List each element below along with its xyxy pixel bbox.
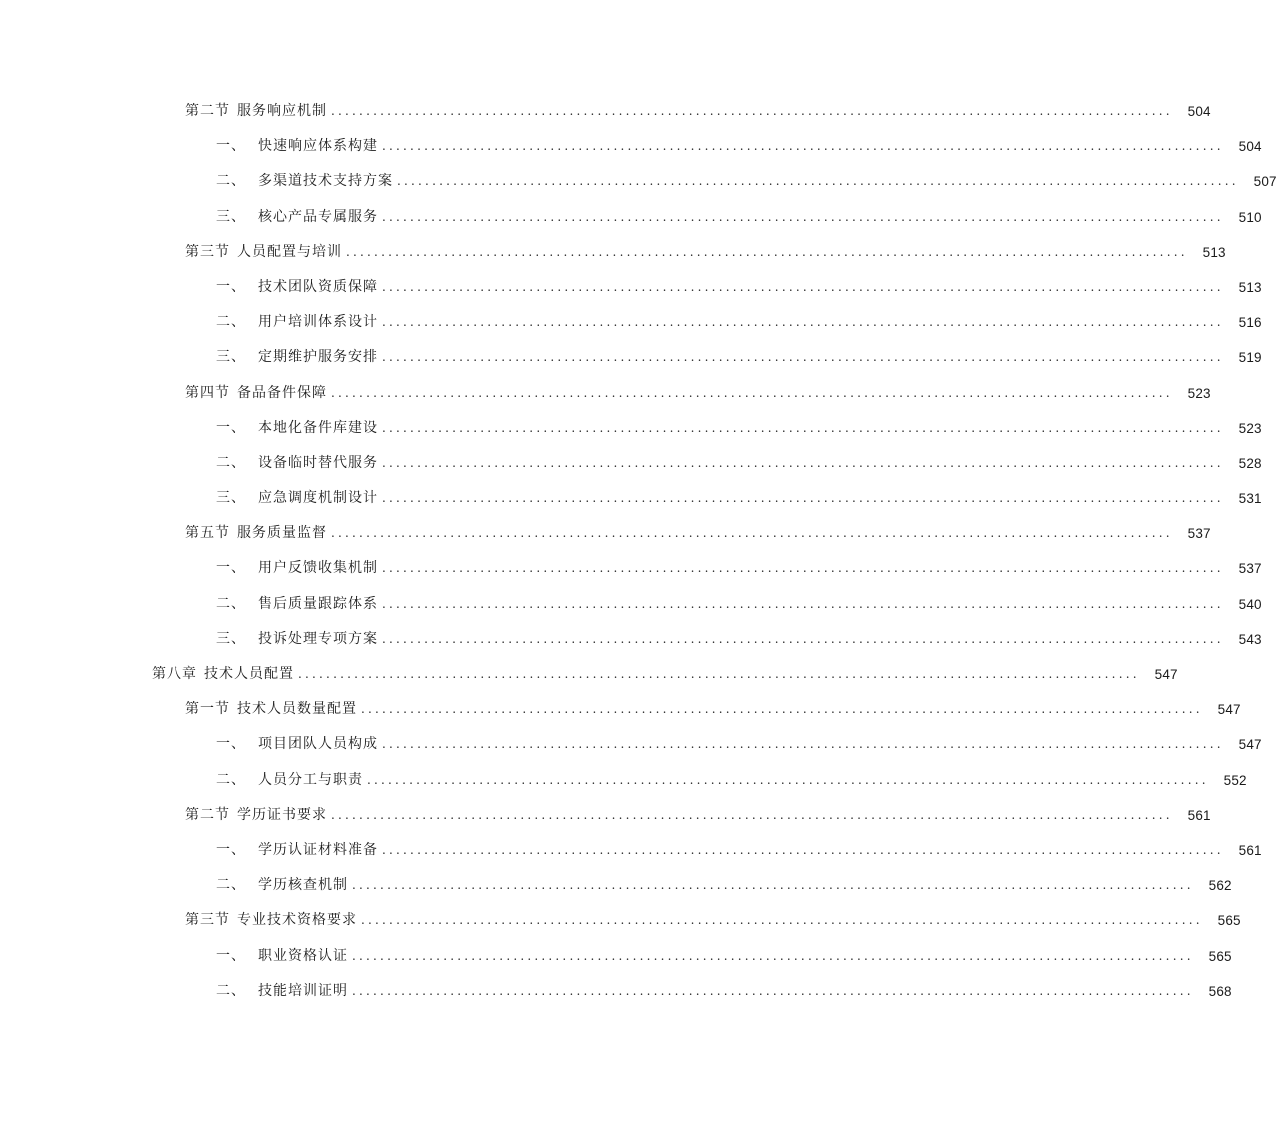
toc-entry[interactable] xyxy=(0,235,1226,270)
toc-page-number: 528 xyxy=(1238,455,1262,471)
dot-leader: ........................................................................................................................ xyxy=(382,209,1224,224)
toc-entry-label xyxy=(216,587,378,622)
toc-entry[interactable] xyxy=(0,727,1262,762)
toc-entry-title: 设备临时替代服务 xyxy=(258,454,378,471)
toc-entry-title: 用户反馈收集机制 xyxy=(258,560,378,577)
toc-entry-title: 定期维护服务安排 xyxy=(258,349,378,366)
dot-leader: ........................................................................................................................ xyxy=(331,104,1173,118)
dot-leader: ........................................................................................................................ xyxy=(382,315,1224,330)
toc-entry[interactable] xyxy=(0,551,1262,586)
toc-entry-label xyxy=(216,833,378,868)
dot-leader: ........................................................................................................................ xyxy=(352,948,1194,963)
toc-entry-title: 学历证书要求 xyxy=(237,806,327,823)
toc-page-number: 547 xyxy=(1238,737,1262,753)
toc-entry-label xyxy=(185,94,327,129)
dot-leader: ........................................................................................................................ xyxy=(382,455,1224,470)
toc-entry-prefix: 三、 xyxy=(216,349,246,366)
toc-entry[interactable] xyxy=(0,903,1241,938)
toc-entry[interactable] xyxy=(0,798,1211,833)
toc-entry-prefix: 二、 xyxy=(216,771,246,788)
toc-entry-title: 服务质量监督 xyxy=(237,525,327,542)
toc-page-number: 568 xyxy=(1208,983,1232,999)
toc-entry-label xyxy=(152,657,294,692)
toc-entry-label xyxy=(185,376,327,411)
toc-entry-label xyxy=(185,798,327,833)
dot-leader: ........................................................................................................................ xyxy=(298,667,1140,681)
toc-page-number: 516 xyxy=(1238,315,1262,331)
toc-entry-title: 学历认证材料准备 xyxy=(258,841,378,858)
toc-entry-prefix: 第八章 xyxy=(152,666,197,682)
toc-entry[interactable] xyxy=(0,305,1262,340)
toc-entry[interactable] xyxy=(0,587,1262,622)
toc-entry-prefix: 二、 xyxy=(216,454,246,471)
toc-entry[interactable] xyxy=(0,939,1232,974)
toc-entry[interactable] xyxy=(0,622,1262,657)
toc-entry-title: 技术人员数量配置 xyxy=(237,701,357,718)
toc-entry[interactable] xyxy=(0,516,1211,551)
toc-entry-title: 应急调度机制设计 xyxy=(258,490,378,507)
toc-entry-title: 备品备件保障 xyxy=(237,384,327,401)
dot-leader: ........................................................................................................................ xyxy=(382,596,1224,611)
toc-page-number: 519 xyxy=(1238,350,1262,366)
toc-entry-prefix: 二、 xyxy=(216,595,246,612)
toc-entry-title: 本地化备件库建设 xyxy=(258,419,378,436)
dot-leader: ........................................................................................................................ xyxy=(361,702,1203,717)
dot-leader: ........................................................................................................................ xyxy=(352,878,1194,893)
toc-entry-prefix: 第三节 xyxy=(185,243,230,260)
toc-entry-prefix: 三、 xyxy=(216,208,246,225)
toc-page-number: 537 xyxy=(1187,526,1211,542)
toc-entry-title: 职业资格认证 xyxy=(258,947,348,964)
toc-page-number: 540 xyxy=(1238,596,1262,612)
toc-page-number: 565 xyxy=(1217,913,1241,929)
toc-page-number: 523 xyxy=(1187,385,1211,401)
toc-entry-prefix: 二、 xyxy=(216,173,246,190)
toc-entry-title: 技能培训证明 xyxy=(258,982,348,999)
toc-page-number: 531 xyxy=(1238,491,1262,507)
toc-entry-prefix: 二、 xyxy=(216,877,246,894)
dot-leader: ........................................................................................................................ xyxy=(382,420,1224,435)
toc-entry-prefix: 一、 xyxy=(216,560,246,577)
toc-entry-title: 技术人员配置 xyxy=(204,666,294,682)
dot-leader: ........................................................................................................................ xyxy=(331,526,1173,541)
toc-entry-prefix: 一、 xyxy=(216,419,246,436)
toc-entry[interactable] xyxy=(0,692,1241,727)
toc-entry[interactable] xyxy=(0,376,1211,411)
toc-entry-prefix: 一、 xyxy=(216,138,246,155)
toc-entry-prefix: 一、 xyxy=(216,278,246,295)
dot-leader: ........................................................................................................................ xyxy=(361,913,1203,928)
toc-entry-title: 学历核查机制 xyxy=(258,877,348,894)
toc-page-number: 513 xyxy=(1238,279,1262,295)
toc-entry-label xyxy=(185,516,327,551)
dot-leader: ........................................................................................................................ xyxy=(367,772,1209,787)
toc-entry-label xyxy=(216,481,378,516)
toc-page-number: 561 xyxy=(1187,807,1211,823)
dot-leader: ........................................................................................................................ xyxy=(382,139,1224,154)
toc-entry-label xyxy=(216,974,348,1009)
toc-page-number: 537 xyxy=(1238,561,1262,577)
toc-entry-label xyxy=(185,692,357,727)
dot-leader: ........................................................................................................................ xyxy=(397,174,1239,189)
toc-entry-title: 核心产品专属服务 xyxy=(258,208,378,225)
toc-entry[interactable] xyxy=(0,833,1262,868)
toc-entry-prefix: 一、 xyxy=(216,947,246,964)
toc-entry-label xyxy=(216,411,378,446)
toc-entry[interactable] xyxy=(0,270,1262,305)
toc-page-number: 523 xyxy=(1238,420,1262,436)
dot-leader: ........................................................................................................................ xyxy=(352,983,1194,998)
toc-entry-label xyxy=(185,903,357,938)
toc-entry-title: 多渠道技术支持方案 xyxy=(258,173,393,190)
toc-page-number: 547 xyxy=(1217,702,1241,718)
toc-entry-label xyxy=(216,129,378,164)
toc-entry[interactable] xyxy=(0,974,1232,1009)
dot-leader: ........................................................................................................................ xyxy=(382,279,1224,294)
toc-entry[interactable] xyxy=(0,868,1232,903)
toc-page-number: 562 xyxy=(1208,878,1232,894)
toc-page-number: 552 xyxy=(1223,772,1247,788)
toc-entry[interactable] xyxy=(0,164,1277,199)
toc-entry[interactable] xyxy=(0,411,1262,446)
toc-page-number: 547 xyxy=(1154,667,1178,682)
toc-entry-prefix: 第三节 xyxy=(185,912,230,929)
table-of-contents xyxy=(0,94,1277,1009)
toc-entry-title: 服务响应机制 xyxy=(237,103,327,119)
toc-entry-prefix: 第二节 xyxy=(185,806,230,823)
toc-entry-prefix: 一、 xyxy=(216,736,246,753)
toc-entry-prefix: 一、 xyxy=(216,841,246,858)
toc-entry-label xyxy=(216,868,348,903)
dot-leader: ........................................................................................................................ xyxy=(331,807,1173,822)
toc-entry-title: 用户培训体系设计 xyxy=(258,314,378,331)
dot-leader: ........................................................................................................................ xyxy=(382,631,1224,646)
toc-entry[interactable] xyxy=(0,340,1262,375)
toc-entry-prefix: 第四节 xyxy=(185,384,230,401)
dot-leader: ........................................................................................................................ xyxy=(346,244,1188,259)
toc-entry-prefix: 第二节 xyxy=(185,103,230,119)
toc-entry-label xyxy=(216,164,393,199)
toc-entry-title: 快速响应体系构建 xyxy=(258,138,378,155)
toc-entry-title: 售后质量跟踪体系 xyxy=(258,595,378,612)
toc-page-number: 507 xyxy=(1253,174,1277,190)
toc-entry-title: 人员配置与培训 xyxy=(237,243,342,260)
toc-entry[interactable] xyxy=(0,657,1178,692)
toc-entry[interactable] xyxy=(0,129,1262,164)
toc-entry[interactable] xyxy=(0,481,1262,516)
toc-page-number: 504 xyxy=(1238,139,1262,155)
toc-entry-prefix: 三、 xyxy=(216,490,246,507)
toc-entry-prefix: 第五节 xyxy=(185,525,230,542)
dot-leader: ........................................................................................................................ xyxy=(382,842,1224,857)
toc-entry-prefix: 三、 xyxy=(216,630,246,647)
toc-page-number: 510 xyxy=(1238,209,1262,225)
toc-entry-label xyxy=(216,270,378,305)
toc-entry-label xyxy=(216,939,348,974)
toc-entry-title: 专业技术资格要求 xyxy=(237,912,357,929)
toc-entry-label xyxy=(216,305,378,340)
toc-entry-label xyxy=(216,551,378,586)
toc-entry[interactable] xyxy=(0,446,1262,481)
toc-entry-title: 技术团队资质保障 xyxy=(258,278,378,295)
toc-entry-label xyxy=(216,763,363,798)
toc-entry-label xyxy=(185,235,342,270)
toc-page-number: 513 xyxy=(1202,244,1226,260)
toc-entry-title: 投诉处理专项方案 xyxy=(258,630,378,647)
toc-page-number: 561 xyxy=(1238,842,1262,858)
toc-entry-label xyxy=(216,622,378,657)
toc-entry-label xyxy=(216,340,378,375)
toc-page-number: 504 xyxy=(1187,104,1211,119)
toc-entry-prefix: 二、 xyxy=(216,982,246,999)
dot-leader: ........................................................................................................................ xyxy=(382,491,1224,506)
dot-leader: ........................................................................................................................ xyxy=(331,385,1173,400)
toc-entry[interactable] xyxy=(0,200,1262,235)
toc-entry[interactable] xyxy=(0,763,1247,798)
toc-entry-prefix: 二、 xyxy=(216,314,246,331)
toc-entry-label xyxy=(216,200,378,235)
toc-entry-label xyxy=(216,727,378,762)
dot-leader: ........................................................................................................................ xyxy=(382,350,1224,365)
toc-entry-prefix: 第一节 xyxy=(185,701,230,718)
toc-page-number: 543 xyxy=(1238,631,1262,647)
toc-entry-title: 人员分工与职责 xyxy=(258,771,363,788)
toc-entry-label xyxy=(216,446,378,481)
toc-page-number: 565 xyxy=(1208,948,1232,964)
toc-entry[interactable] xyxy=(0,94,1211,129)
dot-leader: ........................................................................................................................ xyxy=(382,737,1224,752)
dot-leader: ........................................................................................................................ xyxy=(382,561,1224,576)
toc-entry-title: 项目团队人员构成 xyxy=(258,736,378,753)
